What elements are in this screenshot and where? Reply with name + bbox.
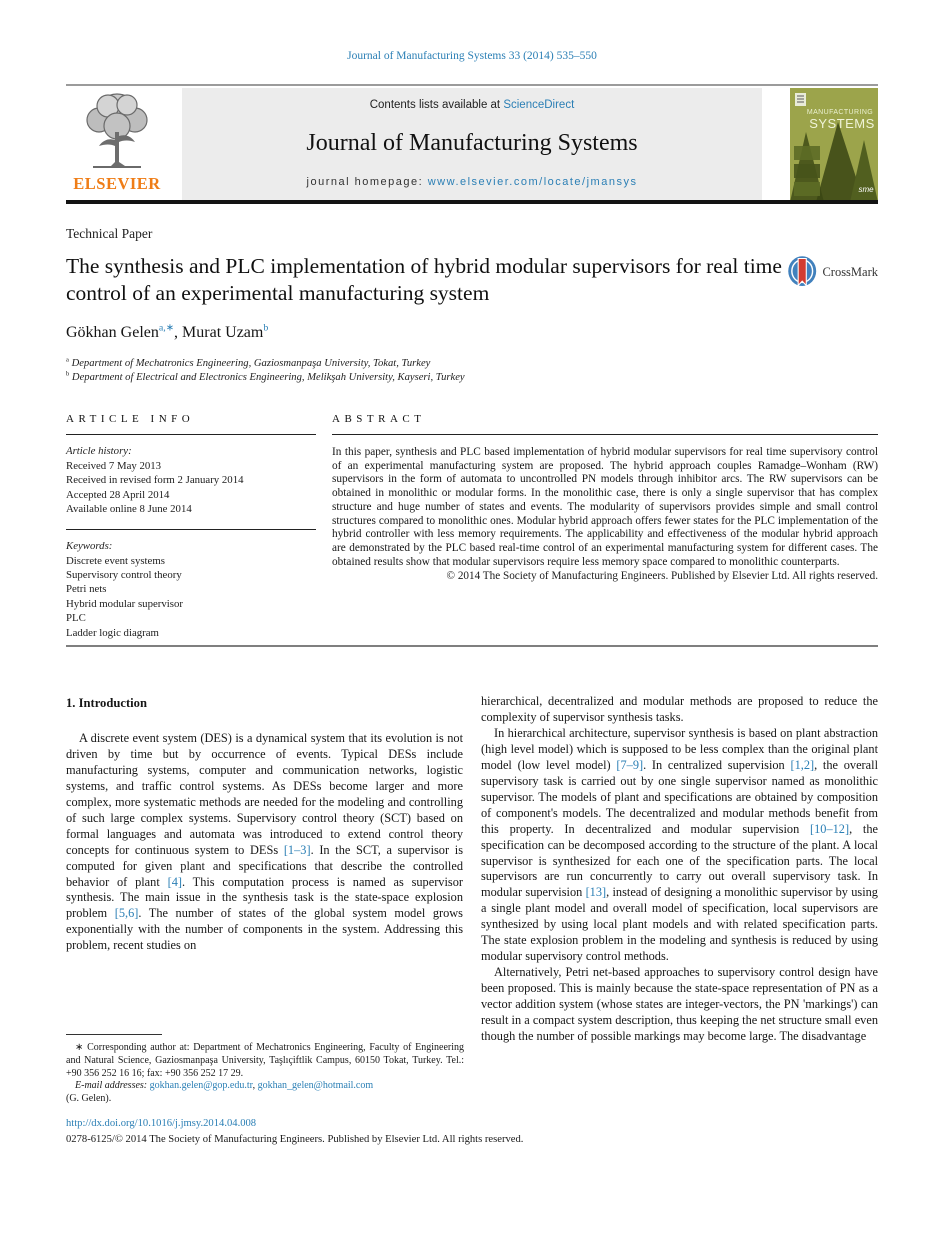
- paragraph: [66, 1080, 464, 1093]
- article-head: [66, 226, 878, 385]
- corresponding-author-footnote: [66, 1034, 464, 1106]
- text-segment: Department of Electrical and Electronics Engineering, Melikşah University, Kayseri, Turkey: [69, 372, 465, 384]
- text-segment: . In centralized supervision: [643, 757, 791, 772]
- svg-text:MANUFACTURING: MANUFACTURING: [806, 109, 874, 116]
- text-segment: , instead of designing a monolithic supervisor by using a single plant model and overall model of specification, local supervisors are synthesized by using local plant models and with related specification parts. The state explosion problem in the modeling and synthesis is reduced by using modular supervisory control methods.: [481, 885, 878, 964]
- list-item: PLC: [66, 612, 86, 625]
- citation-link[interactable]: [1–3]: [283, 842, 311, 857]
- article-type-label: Technical Paper: [66, 226, 153, 241]
- abstract-copyright: © 2014 The Society of Manufacturing Engineers. Published by Elsevier Ltd. All rights reserved.: [446, 570, 878, 583]
- article-history-label: Article history:: [66, 445, 132, 457]
- footnote-rule: [66, 1034, 162, 1035]
- list-item: Received 7 May 2013: [66, 460, 162, 472]
- info-divider: [66, 529, 316, 530]
- text-segment: ,: [252, 1080, 258, 1092]
- citation-link[interactable]: b: [263, 322, 269, 334]
- list-item: Accepted 28 April 2014: [66, 488, 170, 501]
- crossmark-label: CrossMark: [822, 264, 878, 279]
- paragraph: [66, 371, 878, 385]
- text-segment: . This computation process is named as supervisor synthesis. The main issue in the synthesis task is the state-space explosion problem: [66, 874, 463, 921]
- citation-link[interactable]: [7–9]: [616, 757, 644, 772]
- footnote-paragraphs: [66, 1042, 464, 1106]
- text-segment: E-mail addresses:: [75, 1080, 150, 1092]
- paragraph: [481, 694, 878, 726]
- keywords-label: Keywords:: [66, 539, 113, 552]
- text-segment: ∗ Corresponding author at: Department of Mechatronics Engineering, Faculty of Engineering and Natural Science, Gaziosmanpaşa University, Taşlıçiftlik Campus, 60150 Tokat, Turkey. Tel.: +90 356 252 16 16; fax: +90 356 252 17 29.: [66, 1042, 464, 1079]
- svg-text:SYSTEMS: SYSTEMS: [809, 116, 875, 131]
- paragraph: [66, 1093, 464, 1106]
- citation-link[interactable]: [5,6]: [114, 906, 139, 921]
- body-left-column: [66, 694, 463, 1045]
- paragraph: [66, 731, 463, 954]
- section-1-heading: 1. Introduction: [66, 696, 147, 710]
- text-segment: Alternatively, Petri net-based approaches to supervisory control design have been proposed. This is mainly because the state-space representation of PN as a vector addition system (whose states are integer-vectors, the PN 'markings') can result in a compact system description, thus keeping the net structure small even though the number of possible markings may become large. The disadvantage: [481, 965, 878, 1044]
- journal-homepage-link[interactable]: www.elsevier.com/locate/jmansys: [427, 176, 638, 188]
- article-info-column: [66, 413, 316, 640]
- article-body: [66, 694, 878, 1045]
- elsevier-logo[interactable]: [66, 88, 168, 200]
- paragraph: [481, 726, 878, 965]
- journal-cover-thumbnail[interactable]: [790, 88, 878, 202]
- text-segment: Gökhan Gelen: [66, 324, 159, 342]
- citation-link[interactable]: a,∗: [158, 322, 175, 334]
- affiliations: [66, 357, 878, 385]
- abstract-column: [332, 413, 878, 640]
- journal-citation: Journal of Manufacturing Systems 33 (2014) 535–550: [347, 50, 597, 62]
- text-segment: . In the SCT, a supervisor is computed for given plant and specifications that describe the controlled behavior of plant: [66, 842, 463, 889]
- journal-banner: [182, 88, 762, 200]
- text-segment: , Murat Uzam: [174, 324, 264, 342]
- list-item: Available online 8 June 2014: [66, 503, 192, 516]
- homepage-line: [307, 176, 638, 188]
- article-history-list: [66, 459, 316, 517]
- list-item: Discrete event systems: [66, 554, 165, 567]
- contents-line: [370, 99, 575, 111]
- crossmark-badge[interactable]: [786, 252, 878, 292]
- text-segment: b: [66, 370, 70, 378]
- contents-prefix: Contents lists available at: [369, 99, 504, 111]
- article-info-heading: ARTICLE INFO: [66, 413, 316, 435]
- citation-link[interactable]: [4]: [167, 874, 182, 889]
- issn-copyright-line: 0278-6125/© 2014 The Society of Manufacturing Engineers. Published by Elsevier Ltd. All rights reserved.: [66, 1134, 524, 1145]
- info-abstract-section: [66, 413, 878, 640]
- text-segment: . The number of states of the global system model grows exponentially with the number of components in the system. Addressing this problem, recent studies on: [66, 906, 463, 953]
- article-title: The synthesis and PLC implementation of hybrid modular supervisors for real time control of an experimental manufacturing system: [66, 254, 782, 306]
- journal-title: Journal of Manufacturing Systems: [306, 130, 638, 156]
- paragraph: [66, 1042, 464, 1080]
- keywords-list: [66, 554, 316, 640]
- body-right-column: [481, 694, 878, 1045]
- paragraph: [66, 357, 878, 371]
- citation-link[interactable]: gokhan.gelen@gop.edu.tr: [149, 1080, 253, 1092]
- text-segment: , the overall supervisory task is carried out by one single supervisor named as monolithic supervisor. The models of plant and specifications are obtained by composition of component's models. The decentralized and modular methods benefit from this property. In decentralized and modular supervision: [481, 757, 879, 836]
- text-segment: hierarchical, decentralized and modular methods are proposed to reduce the complexity of supervisor synthesis tasks.: [481, 694, 878, 724]
- svg-text:sme: sme: [858, 185, 874, 194]
- intro-paragraphs-left: [66, 731, 463, 954]
- citation-link[interactable]: gokhan_gelen@hotmail.com: [257, 1080, 374, 1092]
- list-item: Petri nets: [66, 583, 107, 596]
- abstract-text: In this paper, synthesis and PLC based implementation of hybrid modular supervisors for real time supervisory control of an experimental manufacturing system are proposed. The hybrid approach couples Ramadge–Wonham (RW) supervisors in the form of automata to uncontrolled PN models through inhibitor arcs. The RW supervisors can be obtained in monolithic or modular forms. In the monolithic case, there is only a single supervisor that has complex structure and huge number of states and events. The modularity of supervisors provides simple and small control structures compared to monolithic ones. Modular hybrid approach offers fewer states for the PLC implementation of the hybrid controller with less memory requirements. The applicability and effectiveness of the modular hybrid approach are demonstrated by the PLC based real-time control of an experimental manufacturing system for different cases. The obtained results show that modular supervisors require less memory space compared to monolithic counterparts.: [332, 446, 878, 568]
- intro-paragraphs-right: [481, 694, 878, 1045]
- elsevier-wordmark: ELSEVIER: [73, 174, 161, 193]
- citation-link[interactable]: [10–12]: [810, 821, 850, 836]
- elsevier-tree-icon: [75, 88, 159, 176]
- text-segment: In hierarchical architecture, supervisor synthesis is based on plant abstraction (high level model) which is supposed to be less complex than the original plant model (low level model): [481, 725, 878, 772]
- journal-cover-art: [790, 88, 878, 202]
- section-divider-rule: [66, 645, 878, 647]
- text-segment: A discrete event system (DES) is a dynamical system that its evolution is not driven by time but by occurrence of events. Typical DESs include manufacturing systems, computer and communication networks, logistic systems, and traffic control systems. As DESs become larger and more complex, more systematic methods are needed for the modeling and controlling of such large complex systems. Supervisory control theory (SCT) based on formal languages and automata was introduced to extend control theory concepts for continuous system to DESs: [66, 730, 463, 857]
- homepage-prefix: journal homepage:: [306, 176, 428, 188]
- abstract-heading: ABSTRACT: [332, 413, 878, 435]
- crossmark-icon: [786, 252, 818, 292]
- citation-link[interactable]: [13]: [585, 885, 607, 900]
- paragraph: [481, 965, 878, 1045]
- list-item: Hybrid modular supervisor: [66, 597, 183, 610]
- list-item: Supervisory control theory: [66, 569, 182, 582]
- citation-link[interactable]: [1,2]: [790, 757, 815, 772]
- sciencedirect-link[interactable]: ScienceDirect: [503, 99, 575, 111]
- journal-header: [66, 84, 878, 200]
- article-footer: [66, 1116, 878, 1147]
- text-segment: (G. Gelen).: [66, 1093, 112, 1105]
- header-bottom-rule: [66, 200, 878, 204]
- text-segment: a: [66, 356, 69, 364]
- doi-link[interactable]: http://dx.doi.org/10.1016/j.jmsy.2014.04.008: [66, 1118, 257, 1129]
- list-item: Received in revised form 2 January 2014: [66, 474, 244, 487]
- authors-line: [66, 324, 878, 342]
- text-segment: Department of Mechatronics Engineering, Gaziosmanpaşa University, Tokat, Turkey: [68, 358, 431, 370]
- list-item: Ladder logic diagram: [66, 626, 159, 639]
- text-segment: , the specification can be decomposed according to the structure of the plant. A local supervisor is synthesized for each one of the specification parts. The local supervisors are run concurrently to carry out overall supervisory task. In modular supervision: [481, 821, 878, 900]
